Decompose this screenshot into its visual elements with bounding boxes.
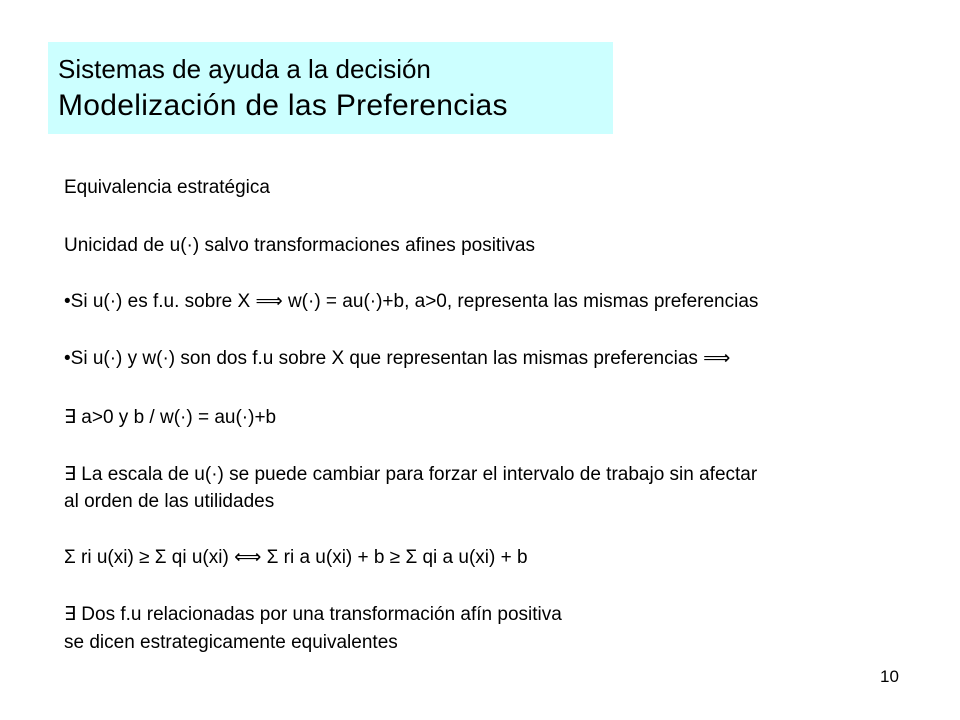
text-scale-line2: al orden de las utilidades [64,491,275,512]
text-strategic-line1: ∃ Dos f.u relacionadas por una transformación afín positiva [64,604,562,625]
slide-title: Sistemas de ayuda a la decisión [58,54,431,84]
text-scale-line1: ∃ La escala de u(·) se puede cambiar para forzar el intervalo de trabajo sin afectar [64,464,758,485]
bullet-two-functions: •Si u(·) y w(·) son dos f.u sobre X que representan las mismas preferencias ⟹ [64,348,731,369]
slide-subtitle: Modelización de las Preferencias [58,89,508,122]
text-strategic-line2: se dicen estrategicamente equivalentes [64,632,398,653]
title-box [48,42,613,134]
formula-equivalence: Σ ri u(xi) ≥ Σ qi u(xi) ⟺ Σ ri a u(xi) + b ≥ Σ qi a u(xi) + b [64,547,528,568]
bullet-transform: •Si u(·) es f.u. sobre X ⟹ w(·) = au(·)+b, a>0, representa las mismas preferencias [64,291,759,312]
text-unicidad: Unicidad de u(·) salvo transformaciones afines positivas [64,235,535,256]
text-exists-ab: ∃ a>0 y b / w(·) = au(·)+b [64,407,277,428]
page-number: 10 [880,667,899,686]
heading-equivalencia: Equivalencia estratégica [64,177,270,198]
